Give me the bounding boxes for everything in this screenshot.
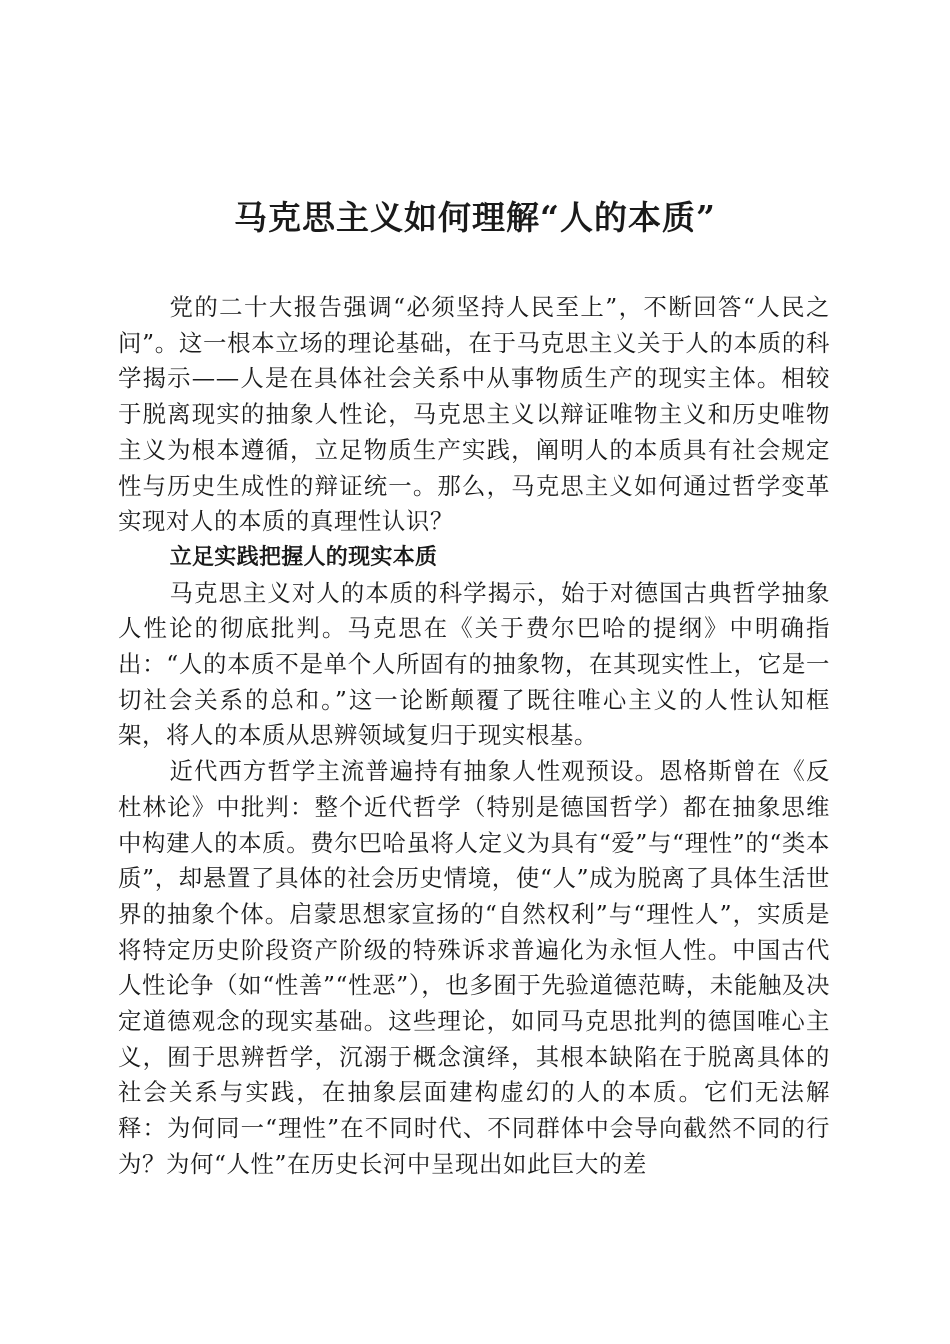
section-heading: 立足实践把握人的现实本质 [169,544,438,570]
intro-paragraph: 党的二十大报告强调“必须坚持人民至上”，不断回答“人民之问”。这一根本立场的理论基础，在于马克思主义关于人的本质的科学揭示——人是在具体社会关系中从事物质生产的现实主体。相较于脱离现实的抽象人性论，马克思主义以辩证唯物主义和历史唯物主义为根本遵循，立足物质生产实践，阐明人的本质具有社会规定性与历史生成性的辩证统一。那么，马克思主义如何通过哲学变革实现对人的本质的真理性认识？ [118,293,830,536]
section-paragraph-1: 马克思主义对人的本质的科学揭示，始于对德国古典哲学抽象人性论的彻底批判。马克思在《关于费尔巴哈的提纲》中明确指出：“人的本质不是单个人所固有的抽象物，在其现实性上，它是一切社会关系的总和。”这一论断颠覆了既往唯心主义的人性认知框架，将人的本质从思辨领域复归于现实根基。 [118,578,830,750]
document-title: 马克思主义如何理解“人的本质” [234,198,716,237]
section-paragraph-2: 近代西方哲学主流普遍持有抽象人性观预设。恩格斯曾在《反杜林论》中批判：整个近代哲学（特别是德国哲学）都在抽象思维中构建人的本质。费尔巴哈虽将人定义为具有“爱”与“理性”的“类本质”，却悬置了具体的社会历史情境，使“人”成为脱离了具体生活世界的抽象个体。启蒙思想家宣扬的“自然权利”与“理性人”，实质是将特定历史阶段资产阶级的特殊诉求普遍化为永恒人性。中国古代人性论争（如“性善”“性恶”），也多囿于先验道德范畴，未能触及决定道德观念的现实基础。这些理论，如同马克思批判的德国唯心主义，囿于思辨哲学，沉溺于概念演绎，其根本缺陷在于脱离具体的社会关系与实践，在抽象层面建构虚幻的人的本质。它们无法解释：为何同一“理性”在不同时代、不同群体中会导向截然不同的行为？为何“人性”在历史长河中呈现出如此巨大的差 [118,757,830,1178]
document-body [118,290,830,1183]
